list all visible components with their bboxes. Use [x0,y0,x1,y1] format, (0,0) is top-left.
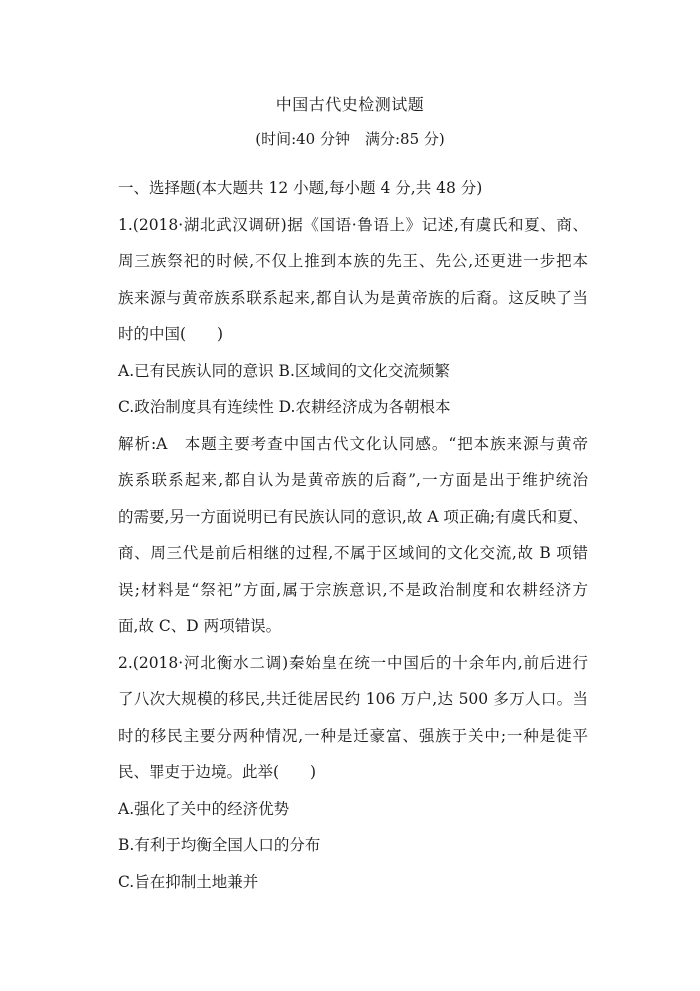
question-2-stem: 民、罪吏于边境。此举( ) [118,763,317,781]
question-2-stem: 2.(2018·河北衡水二调)秦始皇在统一中国后的十余年内,前后进行 [118,653,588,672]
page-title: 中国古代史检测试题 [275,95,425,114]
section-heading: 一、选择题(本大题共 12 小题,每小题 4 分,共 48 分) [118,179,483,197]
question-1-stem: 周三族祭祀的时候,不仅上推到本族的先王、先公,还更进一步把本 [118,252,588,270]
question-1-stem: 时的中国( ) [118,325,224,343]
question-2-option-b: B.有利于均衡全国人口的分布 [118,836,321,854]
question-1-explanation: 解析:A 本题主要考查中国古代文化认同感。“把本族来源与黄帝 [118,434,588,453]
question-1-explanation: 误;材料是“祭祀”方面,属于宗族意识,不是政治制度和农耕经济方 [118,580,588,599]
question-1-explanation: 族系联系起来,都自认为是黄帝族的后裔”,一方面是出于维护统治 [118,471,588,489]
question-2-option-c: C.旨在抑制土地兼并 [118,872,259,891]
question-2-stem: 时的移民主要分两种情况,一种是迁豪富、强族于关中;一种是徙平 [118,726,588,745]
document-body [118,170,588,900]
question-1-explanation: 面,故 C、D 两项错误。 [118,617,282,635]
question-1-options: C.政治制度具有连续性 D.农耕经济成为各朝根本 [118,398,451,416]
exam-time-and-score: (时间:40 分钟 满分:85 分) [255,130,445,148]
question-2-stem: 了八次大规模的移民,共迁徙居民约 106 万户,达 500 多万人口。当 [118,690,588,708]
question-1-explanation: 商、周三代是前后相继的过程,不属于区域间的文化交流,故 B 项错 [118,544,588,562]
question-1-stem: 1.(2018·湖北武汉调研)据《国语·鲁语上》记述,有虞氏和夏、商、 [118,215,588,234]
question-1-explanation: 的需要,另一方面说明已有民族认同的意识,故 A 项正确;有虞氏和夏、 [118,507,589,526]
question-2-option-a: A.强化了关中的经济优势 [118,799,290,818]
question-1-stem: 族来源与黄帝族系联系起来,都自认为是黄帝族的后裔。这反映了当 [118,288,588,307]
question-1-options: A.已有民族认同的意识 B.区域间的文化交流频繁 [118,361,450,380]
